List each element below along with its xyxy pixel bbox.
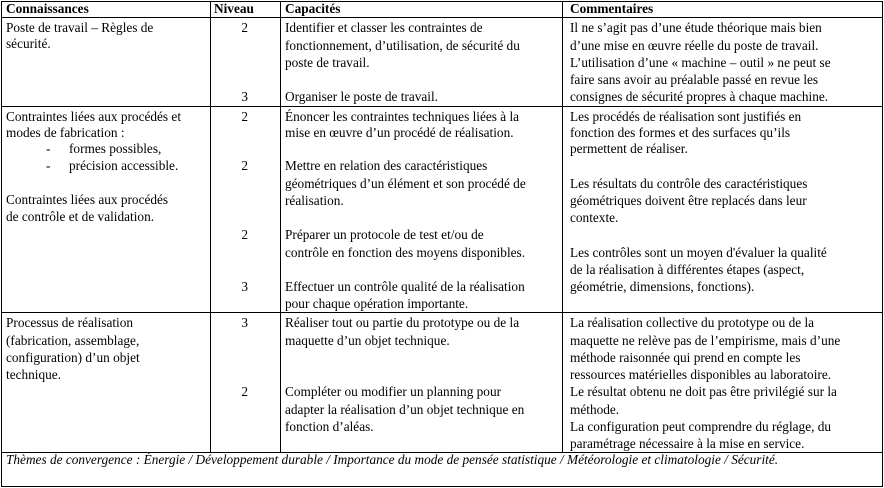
rule-top <box>1 1 883 2</box>
row2-commentaire-line: géométriques doivent être replacés dans leur <box>570 193 807 208</box>
row1-commentaire-line: Il ne s’agit pas d’une étude théorique mais bien <box>570 20 822 35</box>
rule-header <box>1 17 883 18</box>
row1-commentaire-line: consignes de sécurité propres à chaque machine. <box>570 89 829 104</box>
row2-capacite-line: contrôle en fonction des moyens disponibles. <box>285 245 526 260</box>
header-niveau: Niveau <box>214 1 254 16</box>
row2-commentaire-line: Les procédés de réalisation sont justifiés en <box>570 109 802 124</box>
row3-commentaire-line: paramétrage nécessaire à la mise en service. <box>570 436 805 451</box>
row3-capacite-line: Réaliser tout ou partie du prototype ou de la <box>285 315 520 330</box>
row1-niveau: 2 <box>241 20 248 35</box>
row2-capacite-line: Énoncer les contraintes techniques liées à la <box>285 109 520 124</box>
row3-connaissances-line: configuration) d’un objet <box>6 350 140 365</box>
row2-niveau: 2 <box>241 109 248 124</box>
row1-capacite-line: Identifier et classer les contraintes de <box>285 20 483 35</box>
row3-commentaire-line: ressources matérielles disponibles au laboratoire. <box>570 367 832 382</box>
row2-capacite-line: Effectuer un contrôle qualité de la réalisation <box>285 279 525 294</box>
row3-commentaire-line: méthode raisonnée qui prend en compte les <box>570 350 801 365</box>
row2-capacite-line: mise en œuvre d’un procédé de réalisation. <box>285 125 514 140</box>
row1-capacite-line: poste de travail. <box>285 55 370 70</box>
row3-commentaire-line: La configuration peut comprendre du réglage, du <box>570 419 832 434</box>
row1-capacite-line: fonctionnement, d’utilisation, de sécurité du <box>285 38 520 53</box>
row2-commentaire-line: de la réalisation à différentes étapes (aspect, <box>570 262 805 277</box>
row2-connaissances-line: de contrôle et de validation. <box>6 209 155 224</box>
row2-capacite-line: Préparer un protocole de test et/ou de <box>285 227 484 242</box>
row3-commentaire-line: La réalisation collective du prototype ou de la <box>570 315 815 330</box>
row2-capacite-line: géométriques d’un élément et son procédé de <box>285 176 526 191</box>
row3-connaissances-line: technique. <box>6 367 62 382</box>
header-commentaires: Commentaires <box>570 1 654 16</box>
header-capacites: Capacités <box>285 1 341 16</box>
row2-niveau: 2 <box>241 227 248 242</box>
row3-capacite-line: maquette d’un objet technique. <box>285 333 450 348</box>
row3-capacite-line: Compléter ou modifier un planning pour <box>285 384 502 399</box>
bullet-dash: - <box>46 141 51 156</box>
row3-niveau: 2 <box>241 384 248 399</box>
row2-niveau: 3 <box>241 279 248 294</box>
row2-commentaire-line: permettent de réaliser. <box>570 141 688 156</box>
row2-commentaire-line: Les résultats du contrôle des caractéristiques <box>570 176 808 191</box>
row1-commentaire-line: d’une mise en œuvre réelle du poste de travail. <box>570 38 819 53</box>
row2-capacite-line: pour chaque opération importante. <box>285 296 469 311</box>
row2-capacite-line: Mettre en relation des caractéristiques <box>285 158 488 173</box>
row3-connaissances-line: (fabrication, assemblage, <box>6 333 140 348</box>
rule-bottom <box>1 486 883 487</box>
row3-capacite-line: adapter la réalisation d’un objet technique en <box>285 402 525 417</box>
row2-connaissances-line: Contraintes liées aux procédés <box>6 192 169 207</box>
rule-right <box>882 1 883 487</box>
row2-connaissances-line: Contraintes liées aux procédés et <box>6 109 182 124</box>
row2-capacite-line: réalisation. <box>285 193 344 208</box>
themes-convergence-footer: Thèmes de convergence : Énergie / Développement durable / Importance du mode de pensée statistique / Météorologie et climatologie / Sécurité. <box>6 452 779 467</box>
row1-connaissances-line: Poste de travail – Règles de <box>6 20 154 35</box>
rule-col3 <box>562 1 563 453</box>
row3-commentaire-line: Le résultat obtenu ne doit pas être privilégié sur la <box>570 384 837 399</box>
rule-col2 <box>280 1 281 453</box>
rule-row1 <box>1 106 883 107</box>
row1-commentaire-line: L’utilisation d’une « machine – outil » ne peut se <box>570 55 831 70</box>
row2-niveau: 2 <box>241 158 248 173</box>
row3-niveau: 3 <box>241 315 248 330</box>
bullet-dash: - <box>46 158 51 173</box>
row2-bullet: formes possibles, <box>69 141 162 156</box>
row1-connaissances-line: sécurité. <box>6 36 51 51</box>
header-connaissances: Connaissances <box>6 1 89 16</box>
row1-commentaire-line: faire sans avoir au préalable passé en revue les <box>570 72 819 87</box>
row3-connaissances-line: Processus de réalisation <box>6 315 134 330</box>
row3-commentaire-line: méthode. <box>570 402 620 417</box>
row2-bullet: précision accessible. <box>69 158 179 173</box>
row2-commentaire-line: fonction des formes et des surfaces qu’ils <box>570 125 791 140</box>
row2-connaissances-line: modes de fabrication : <box>6 125 125 140</box>
row2-commentaire-line: contexte. <box>570 210 619 225</box>
row3-capacite-line: fonction d’aléas. <box>285 419 374 434</box>
row3-commentaire-line: maquette ne relève pas de l’empirisme, mais d’une <box>570 333 841 348</box>
row2-commentaire-line: géométrie, dimensions, fonctions). <box>570 279 755 294</box>
row1-niveau: 3 <box>241 89 248 104</box>
row1-capacite-line: Organiser le poste de travail. <box>285 89 438 104</box>
row2-commentaire-line: Les contrôles sont un moyen d'évaluer la qualité <box>570 245 827 260</box>
rule-left <box>1 1 2 487</box>
rule-row2 <box>1 312 883 313</box>
